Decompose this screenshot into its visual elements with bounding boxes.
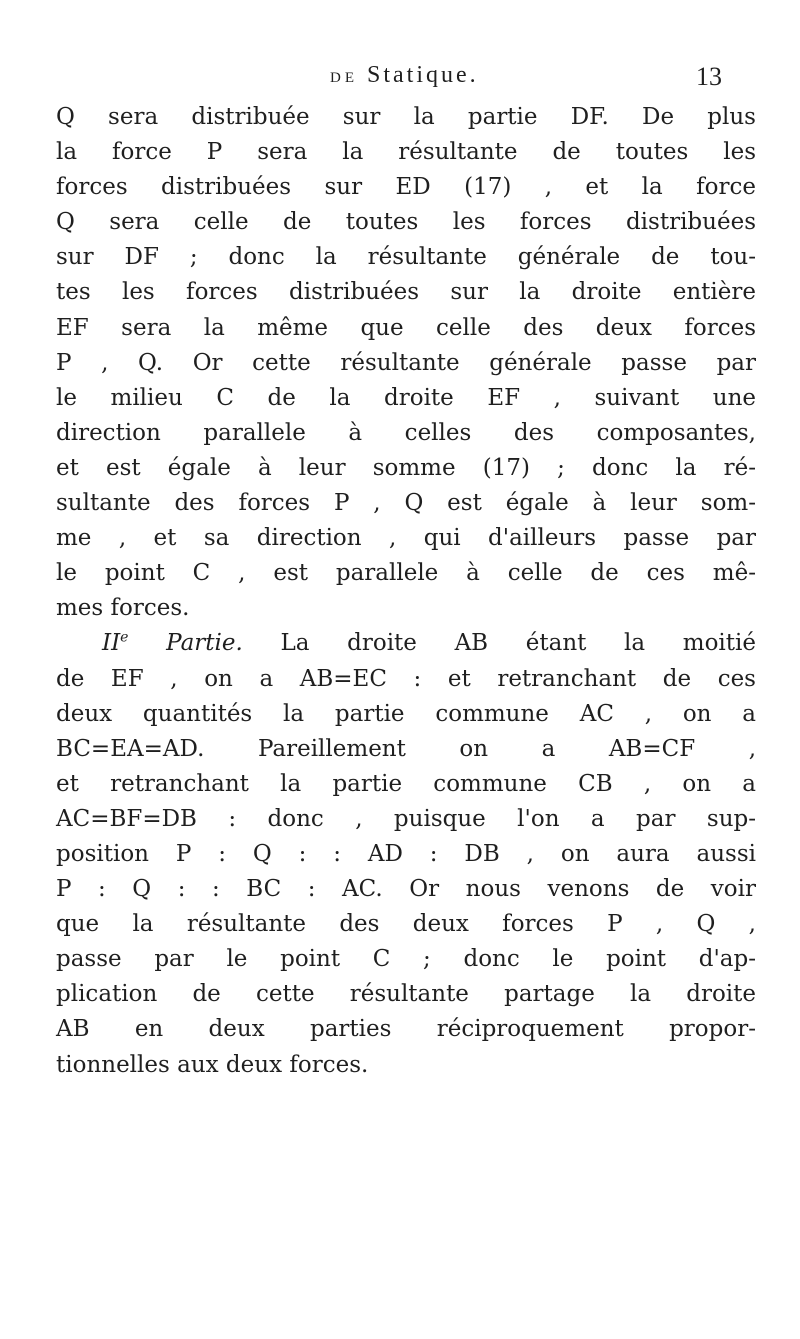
section-number: II: [102, 630, 121, 657]
running-head-title: Statique.: [367, 62, 479, 88]
text-line: tes les forces distribuées sur la droite entière: [56, 279, 756, 306]
section-heading-line: [56, 626, 756, 661]
text-line: le point C , est parallele à celle de ces mê-: [56, 560, 756, 587]
text-line: me , et sa direction , qui d'ailleurs passe par: [56, 525, 756, 552]
running-head-prefix: DE: [330, 70, 358, 86]
text-line: direction parallele à celles des composantes,: [56, 419, 756, 446]
text-line: de EF , on a AB=EC : et retranchant de ces: [56, 665, 756, 692]
text-line: position P : Q : : AD : DB , on aura aussi: [56, 840, 756, 867]
text-line: BC=EA=AD. Pareillement on a AB=CF ,: [56, 735, 756, 762]
text-line: AB en deux parties réciproquement propor-: [56, 1016, 756, 1043]
text-line: P , Q. Or cette résultante générale passe par: [56, 349, 756, 376]
text-line: sur DF ; donc la résultante générale de tou-: [56, 244, 756, 271]
text-line: plication de cette résultante partage la droite: [56, 981, 756, 1008]
text-line-rest: La droite AB étant la moitié: [280, 630, 756, 657]
text-line: EF sera la même que celle des deux forces: [56, 314, 756, 341]
text-line: tionnelles aux deux forces.: [56, 1051, 369, 1078]
text-line: AC=BF=DB : donc , puisque l'on a par sup-: [56, 805, 756, 832]
text-line: sultante des forces P , Q est égale à leur som-: [56, 490, 756, 517]
text-line: Q sera celle de toutes les forces distribuées: [56, 209, 756, 236]
text-line: et est égale à leur somme (17) ; donc la ré-: [56, 454, 756, 481]
body-text: [56, 100, 756, 1083]
text-line: Q sera distribuée sur la partie DF. De plus: [56, 104, 756, 130]
text-line: forces distribuées sur ED (17) , et la force: [56, 174, 756, 201]
section-label: Partie.: [166, 630, 243, 657]
text-line: mes forces.: [56, 595, 190, 622]
section-number-suffix: e: [120, 629, 129, 646]
text-line: P : Q : : BC : AC. Or nous venons de voir: [56, 876, 756, 903]
text-line: passe par le point C ; donc le point d'ap-: [56, 946, 756, 973]
page-number: 13: [696, 62, 722, 91]
text-line: la force P sera la résultante de toutes les: [56, 139, 756, 166]
text-line: et retranchant la partie commune CB , on a: [56, 770, 756, 797]
text-line: deux quantités la partie commune AC , on a: [56, 700, 756, 727]
section-heading: [102, 630, 243, 656]
text-line: le milieu C de la droite EF , suivant une: [56, 384, 756, 411]
running-head: [330, 62, 479, 89]
text-line: que la résultante des deux forces P , Q ,: [56, 911, 756, 938]
